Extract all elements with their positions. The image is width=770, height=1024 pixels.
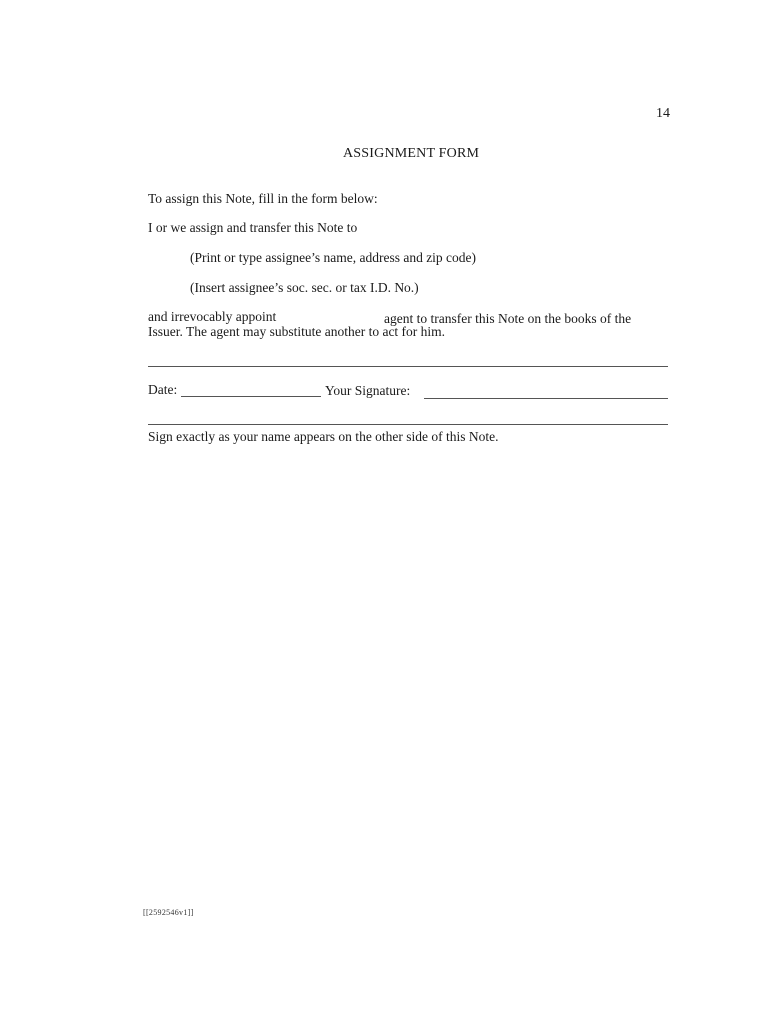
date-label: Date: xyxy=(148,382,178,397)
signature-label: Your Signature: xyxy=(325,383,411,398)
page-number: 14 xyxy=(656,106,670,121)
agent-transfer-text: agent to transfer this Note on the books of the xyxy=(384,311,632,326)
form-title: ASSIGNMENT FORM xyxy=(343,146,480,161)
blank-line-top[interactable] xyxy=(148,366,668,367)
assignee-tax-id-instruction: (Insert assignee’s soc. sec. or tax I.D. No.) xyxy=(190,280,419,295)
assignee-name-instruction: (Print or type assignee’s name, address and zip code) xyxy=(190,250,477,265)
assign-transfer-text: I or we assign and transfer this Note to xyxy=(148,220,358,235)
issuer-text: Issuer. The agent may substitute another to act for him. xyxy=(148,324,446,339)
document-footer-code: [[2592546v1]] xyxy=(143,908,194,917)
blank-line-bottom[interactable] xyxy=(148,424,668,425)
signature-field-line[interactable] xyxy=(424,398,668,399)
date-field-line[interactable] xyxy=(181,396,321,397)
sign-exactly-note: Sign exactly as your name appears on the other side of this Note. xyxy=(148,429,499,444)
instruction-text: To assign this Note, fill in the form below: xyxy=(148,191,378,206)
appoint-text: and irrevocably appoint xyxy=(148,309,277,324)
